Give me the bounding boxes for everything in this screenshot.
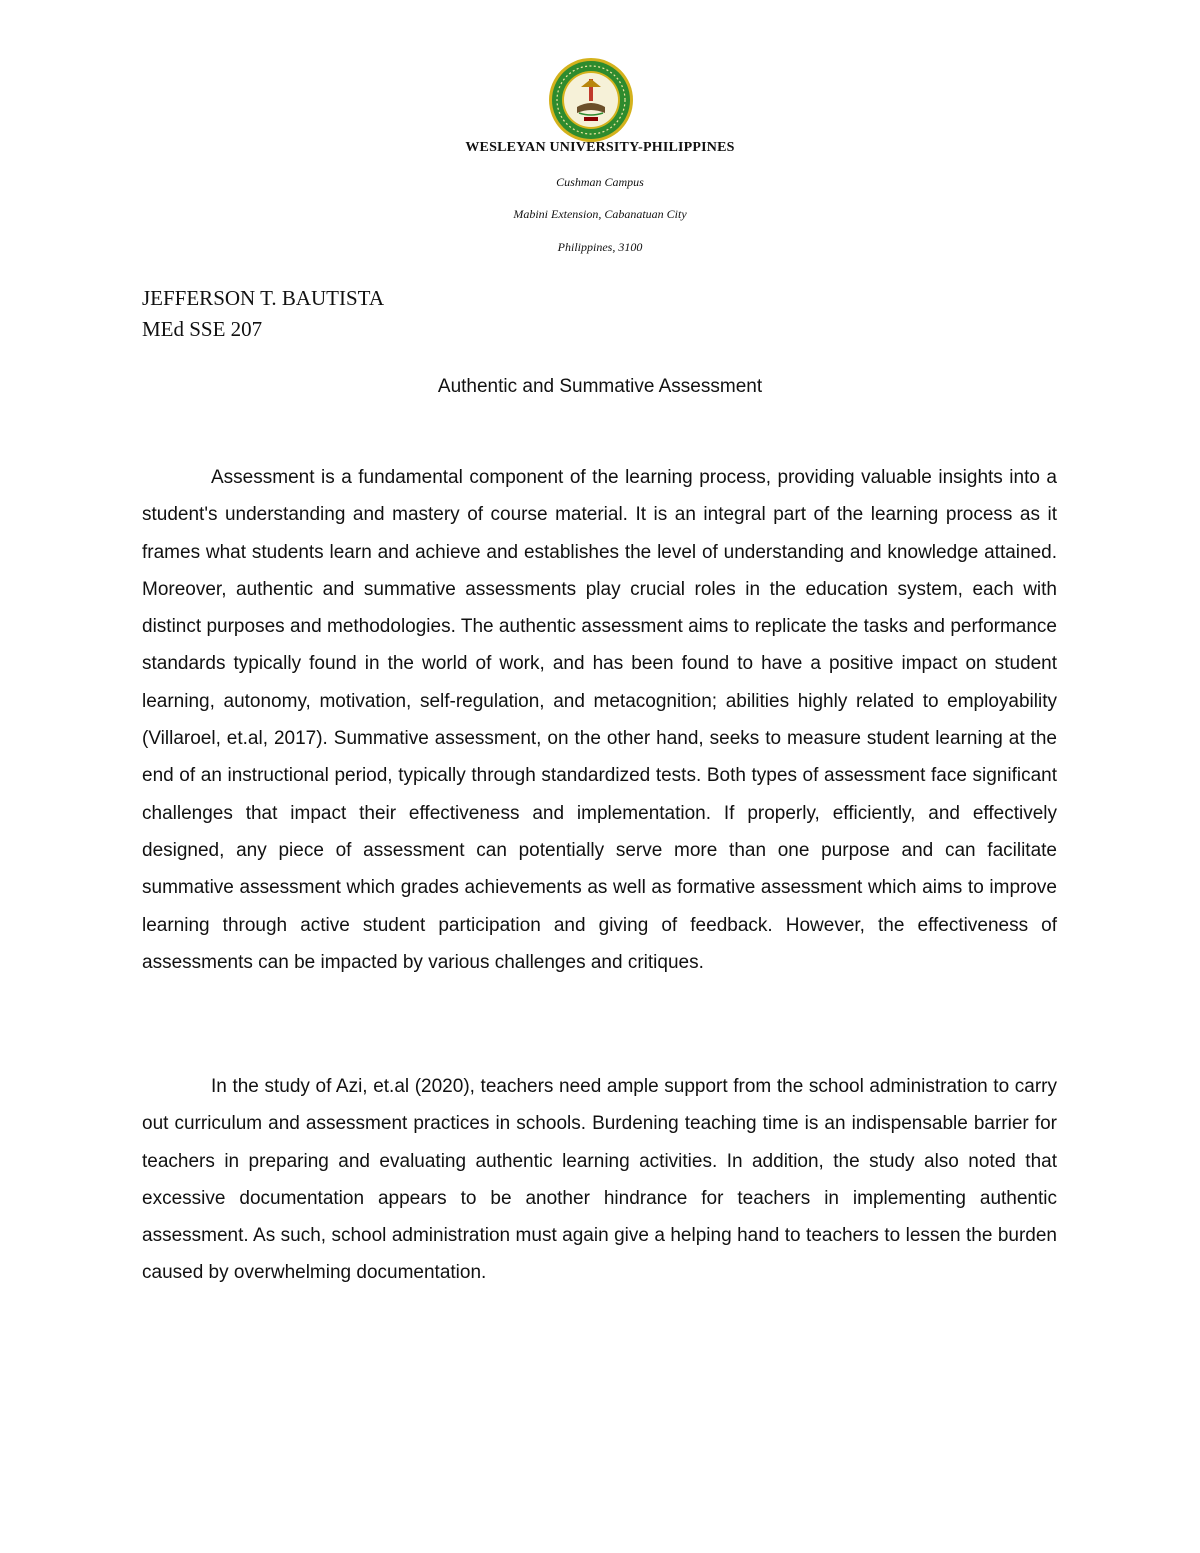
university-name: WESLEYAN UNIVERSITY-PHILIPPINES xyxy=(465,140,735,155)
document-title: Authentic and Summative Assessment xyxy=(437,376,763,397)
body-paragraph: In the study of Azi, et.al (2020), teachers need ample support from the school administration to carry out curriculum and assessment practices in schools. Burdening teaching time is an indispensable barrier for teachers in preparing and evaluating authentic learning activities. In addition, the study also noted that excessive documentation appears to be another hindrance for teachers in implementing authentic assessment. As such, school administration must again give a helping hand to teachers to lessen the burden caused by overwhelming documentation. xyxy=(142,1076,1057,1284)
university-seal-icon xyxy=(548,57,634,143)
author-name: JEFFERSON T. BAUTISTA xyxy=(142,286,384,310)
campus-line: Cushman Campus xyxy=(556,175,644,189)
course-code: MEd SSE 207 xyxy=(142,317,263,341)
country-line: Philippines, 3100 xyxy=(557,240,643,254)
author-block xyxy=(142,283,384,345)
address-line: Mabini Extension, Cabanatuan City xyxy=(513,207,687,221)
body-paragraph: Assessment is a fundamental component of the learning process, providing valuable insights into a student's understanding and mastery of course material. It is an integral part of the learning process as it frames what students learn and achieve and establishes the level of understanding and knowledge attained. Moreover, authentic and summative assessments play crucial roles in the education system, each with distinct purposes and methodologies. The authentic assessment aims to replicate the tasks and performance standards typically found in the world of work, and has been found to have a positive impact on student learning, autonomy, motivation, self-regulation, and metacognition; abilities highly related to employability (Villaroel, et.al, 2017). Summative assessment, on the other hand, seeks to measure student learning at the end of an instructional period, typically through standardized tests. Both types of assessment face significant challenges that impact their effectiveness and implementation. If properly, efficiently, and effectively designed, any piece of assessment can potentially serve more than one purpose and can facilitate summative assessment which grades achievements as well as formative assessment which aims to improve learning through active student participation and giving of feedback. However, the effectiveness of assessments can be impacted by various challenges and critiques. xyxy=(142,467,1057,973)
